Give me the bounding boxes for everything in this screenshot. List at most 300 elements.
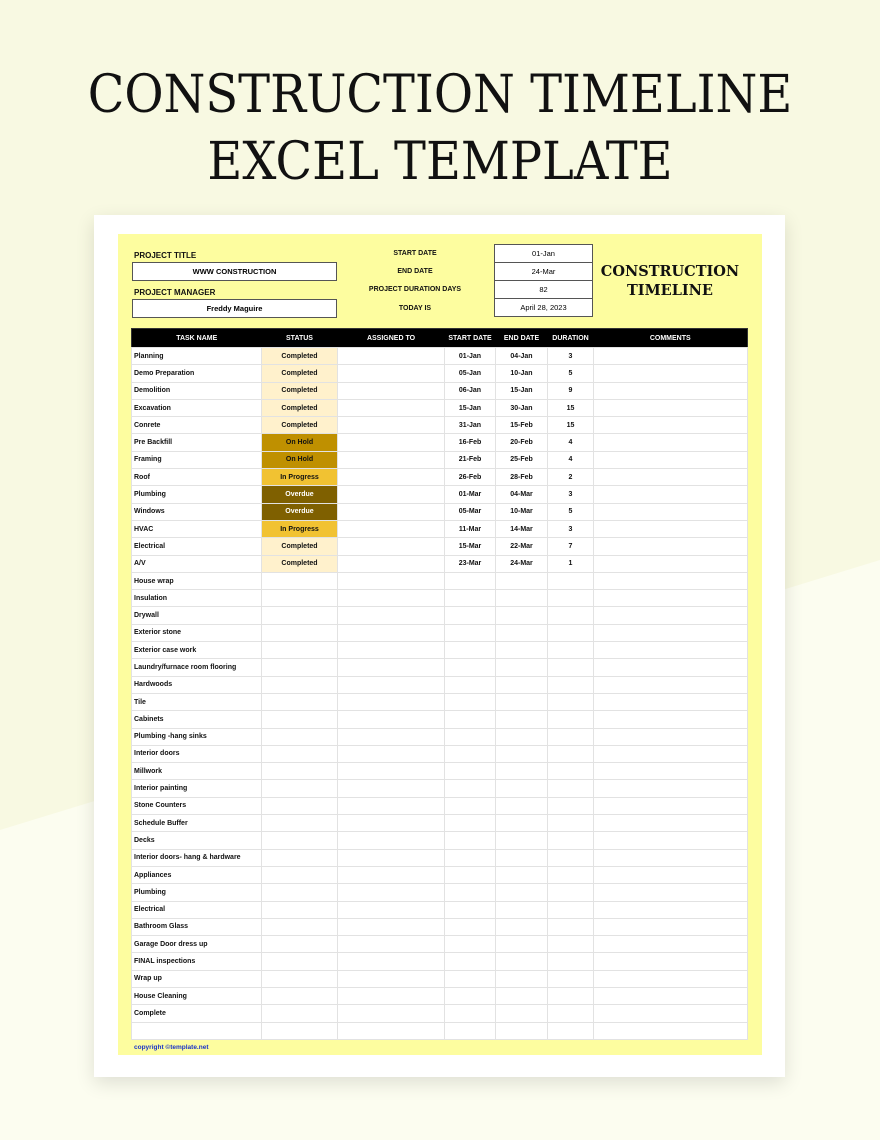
duration-cell[interactable]: [548, 884, 594, 901]
duration-cell[interactable]: [548, 676, 594, 693]
task-name-cell[interactable]: Tile: [132, 693, 262, 710]
status-cell[interactable]: On Hold: [262, 451, 338, 468]
task-name-cell[interactable]: Conrete: [132, 417, 262, 434]
end-date-cell[interactable]: [496, 918, 548, 935]
task-name-cell[interactable]: A/V: [132, 555, 262, 572]
duration-cell[interactable]: 2: [548, 469, 594, 486]
comments-cell[interactable]: [594, 918, 748, 935]
comments-cell[interactable]: [594, 849, 748, 866]
end-date-cell[interactable]: [496, 987, 548, 1004]
assigned-to-cell[interactable]: [338, 434, 445, 451]
end-date-cell[interactable]: [496, 711, 548, 728]
status-cell[interactable]: [262, 676, 338, 693]
status-cell[interactable]: [262, 659, 338, 676]
comments-cell[interactable]: [594, 503, 748, 520]
task-name-cell[interactable]: Plumbing -hang sinks: [132, 728, 262, 745]
comments-cell[interactable]: [594, 676, 748, 693]
end-date-cell[interactable]: [496, 780, 548, 797]
start-date-cell[interactable]: 11-Mar: [445, 520, 496, 537]
status-cell[interactable]: [262, 711, 338, 728]
duration-cell[interactable]: [548, 711, 594, 728]
comments-cell[interactable]: [594, 745, 748, 762]
start-date-cell[interactable]: [445, 866, 496, 883]
status-cell[interactable]: In Progress: [262, 520, 338, 537]
task-name-cell[interactable]: Interior painting: [132, 780, 262, 797]
status-cell[interactable]: [262, 763, 338, 780]
start-date-cell[interactable]: [445, 780, 496, 797]
task-name-cell[interactable]: Plumbing: [132, 486, 262, 503]
assigned-to-cell[interactable]: [338, 815, 445, 832]
task-name-cell[interactable]: Exterior stone: [132, 624, 262, 641]
assigned-to-cell[interactable]: [338, 417, 445, 434]
task-name-cell[interactable]: Stone Counters: [132, 797, 262, 814]
duration-cell[interactable]: [548, 901, 594, 918]
task-name-cell[interactable]: Demolition: [132, 382, 262, 399]
assigned-to-cell[interactable]: [338, 936, 445, 953]
end-date-cell[interactable]: [496, 745, 548, 762]
start-date-label: START DATE: [393, 250, 437, 257]
comments-cell[interactable]: [594, 659, 748, 676]
task-name-cell[interactable]: House Cleaning: [132, 987, 262, 1004]
start-date-cell[interactable]: 06-Jan: [445, 382, 496, 399]
start-date-cell[interactable]: [445, 970, 496, 987]
comments-cell[interactable]: [594, 486, 748, 503]
table-row: [132, 849, 748, 866]
task-name-cell[interactable]: Complete: [132, 1005, 262, 1022]
start-date-cell[interactable]: 05-Mar: [445, 503, 496, 520]
comments-cell[interactable]: [594, 365, 748, 382]
assigned-to-cell[interactable]: [338, 987, 445, 1004]
status-cell[interactable]: Completed: [262, 538, 338, 555]
end-date-cell[interactable]: [496, 728, 548, 745]
assigned-to-cell[interactable]: [338, 1005, 445, 1022]
status-cell[interactable]: [262, 849, 338, 866]
comments-cell[interactable]: [594, 451, 748, 468]
task-name-cell[interactable]: Garage Door dress up: [132, 936, 262, 953]
duration-cell[interactable]: [548, 849, 594, 866]
status-cell[interactable]: [262, 607, 338, 624]
duration-cell[interactable]: [548, 659, 594, 676]
assigned-to-cell[interactable]: [338, 365, 445, 382]
comments-cell[interactable]: [594, 624, 748, 641]
assigned-to-cell[interactable]: [338, 590, 445, 607]
task-table: [131, 328, 748, 1040]
comments-cell[interactable]: [594, 711, 748, 728]
end-date-cell[interactable]: [496, 901, 548, 918]
end-date-cell[interactable]: [496, 815, 548, 832]
assigned-to-cell[interactable]: [338, 399, 445, 416]
start-date-cell[interactable]: [445, 901, 496, 918]
assigned-to-cell[interactable]: [338, 849, 445, 866]
task-name-cell[interactable]: Electrical: [132, 901, 262, 918]
end-date-cell[interactable]: [496, 849, 548, 866]
start-date-cell[interactable]: 01-Mar: [445, 486, 496, 503]
task-name-cell[interactable]: Laundry/furnace room flooring: [132, 659, 262, 676]
task-name-cell[interactable]: Pre Backfill: [132, 434, 262, 451]
assigned-to-cell[interactable]: [338, 607, 445, 624]
duration-cell[interactable]: [548, 693, 594, 710]
start-date-cell[interactable]: [445, 659, 496, 676]
task-name-cell[interactable]: Exterior case work: [132, 642, 262, 659]
duration-cell[interactable]: [548, 936, 594, 953]
duration-cell[interactable]: 3: [548, 348, 594, 365]
duration-cell[interactable]: [548, 987, 594, 1004]
status-cell[interactable]: Completed: [262, 555, 338, 572]
end-date-cell[interactable]: [496, 866, 548, 883]
duration-cell[interactable]: [548, 572, 594, 589]
status-cell[interactable]: [262, 832, 338, 849]
status-cell[interactable]: Overdue: [262, 486, 338, 503]
duration-cell[interactable]: [548, 607, 594, 624]
assigned-to-cell[interactable]: [338, 780, 445, 797]
comments-cell[interactable]: [594, 348, 748, 365]
table-row: [132, 417, 748, 434]
status-cell[interactable]: [262, 987, 338, 1004]
assigned-to-cell[interactable]: [338, 866, 445, 883]
end-date-cell[interactable]: [496, 832, 548, 849]
status-cell[interactable]: [262, 745, 338, 762]
status-cell[interactable]: [262, 572, 338, 589]
end-date-cell[interactable]: [496, 763, 548, 780]
comments-cell[interactable]: [594, 538, 748, 555]
task-name-cell[interactable]: Windows: [132, 503, 262, 520]
task-name-cell[interactable]: Cabinets: [132, 711, 262, 728]
assigned-to-cell[interactable]: [338, 348, 445, 365]
start-date-cell[interactable]: 16-Feb: [445, 434, 496, 451]
table-row: [132, 659, 748, 676]
start-date-cell[interactable]: 31-Jan: [445, 417, 496, 434]
comments-cell[interactable]: [594, 590, 748, 607]
duration-cell[interactable]: 9: [548, 382, 594, 399]
comments-cell[interactable]: [594, 417, 748, 434]
assigned-to-cell[interactable]: [338, 538, 445, 555]
assigned-to-cell[interactable]: [338, 555, 445, 572]
project-title-field[interactable]: WWW CONSTRUCTION: [132, 262, 337, 281]
end-date-cell[interactable]: [496, 970, 548, 987]
start-date-cell[interactable]: 05-Jan: [445, 365, 496, 382]
task-name-cell[interactable]: HVAC: [132, 520, 262, 537]
end-date-cell[interactable]: 20-Feb: [496, 434, 548, 451]
sheet-title-line-2: TIMELINE: [627, 282, 713, 299]
end-date-cell[interactable]: [496, 590, 548, 607]
comments-cell[interactable]: [594, 382, 748, 399]
duration-cell[interactable]: [548, 745, 594, 762]
start-date-cell[interactable]: [445, 728, 496, 745]
comments-cell[interactable]: [594, 970, 748, 987]
assigned-to-cell[interactable]: [338, 953, 445, 970]
duration-cell[interactable]: 4: [548, 451, 594, 468]
duration-cell[interactable]: [548, 797, 594, 814]
task-name-cell[interactable]: Schedule Buffer: [132, 815, 262, 832]
start-date-cell[interactable]: 01-Jan: [445, 348, 496, 365]
status-cell[interactable]: [262, 884, 338, 901]
status-cell[interactable]: [262, 1005, 338, 1022]
task-name-cell[interactable]: FINAL inspections: [132, 953, 262, 970]
comments-cell[interactable]: [594, 832, 748, 849]
assigned-to-cell[interactable]: [338, 624, 445, 641]
start-date-cell[interactable]: [445, 918, 496, 935]
status-cell[interactable]: [262, 1022, 338, 1039]
assigned-to-cell[interactable]: [338, 659, 445, 676]
end-date-cell[interactable]: 04-Mar: [496, 486, 548, 503]
status-cell[interactable]: Overdue: [262, 503, 338, 520]
end-date-cell[interactable]: 24-Mar: [496, 555, 548, 572]
duration-cell[interactable]: 7: [548, 538, 594, 555]
start-date-cell[interactable]: [445, 849, 496, 866]
start-date-cell[interactable]: [445, 1022, 496, 1039]
status-cell[interactable]: Completed: [262, 382, 338, 399]
end-date-cell[interactable]: [496, 642, 548, 659]
comments-cell[interactable]: [594, 780, 748, 797]
assigned-to-cell[interactable]: [338, 711, 445, 728]
start-date-cell[interactable]: [445, 711, 496, 728]
start-date-cell[interactable]: [445, 745, 496, 762]
end-date-cell[interactable]: [496, 1022, 548, 1039]
start-date-cell[interactable]: [445, 987, 496, 1004]
comments-cell[interactable]: [594, 901, 748, 918]
task-name-cell[interactable]: [132, 1022, 262, 1039]
status-cell[interactable]: [262, 797, 338, 814]
assigned-to-cell[interactable]: [338, 676, 445, 693]
start-date-cell[interactable]: [445, 815, 496, 832]
task-name-cell[interactable]: Electrical: [132, 538, 262, 555]
end-date-cell[interactable]: [496, 676, 548, 693]
assigned-to-cell[interactable]: [338, 763, 445, 780]
today-field[interactable]: April 28, 2023: [494, 298, 593, 317]
end-date-cell[interactable]: 10-Mar: [496, 503, 548, 520]
assigned-to-cell[interactable]: [338, 503, 445, 520]
assigned-to-cell[interactable]: [338, 693, 445, 710]
assigned-to-cell[interactable]: [338, 520, 445, 537]
duration-cell[interactable]: [548, 815, 594, 832]
status-cell[interactable]: [262, 953, 338, 970]
end-date-cell[interactable]: [496, 572, 548, 589]
start-date-cell[interactable]: [445, 693, 496, 710]
status-cell[interactable]: [262, 693, 338, 710]
start-date-field[interactable]: 01-Jan: [494, 244, 593, 263]
start-date-cell[interactable]: [445, 590, 496, 607]
status-cell[interactable]: Completed: [262, 365, 338, 382]
start-date-cell[interactable]: [445, 884, 496, 901]
task-name-cell[interactable]: Planning: [132, 348, 262, 365]
duration-cell[interactable]: [548, 1022, 594, 1039]
end-date-cell[interactable]: [496, 797, 548, 814]
comments-cell[interactable]: [594, 815, 748, 832]
duration-cell[interactable]: [548, 763, 594, 780]
start-date-cell[interactable]: [445, 572, 496, 589]
end-date-cell[interactable]: 15-Jan: [496, 382, 548, 399]
duration-cell[interactable]: [548, 1005, 594, 1022]
comments-cell[interactable]: [594, 728, 748, 745]
status-cell[interactable]: In Progress: [262, 469, 338, 486]
start-date-cell[interactable]: [445, 797, 496, 814]
comments-cell[interactable]: [594, 1022, 748, 1039]
duration-cell[interactable]: 15: [548, 399, 594, 416]
task-name-cell[interactable]: Excavation: [132, 399, 262, 416]
start-date-cell[interactable]: [445, 936, 496, 953]
end-date-cell[interactable]: [496, 1005, 548, 1022]
end-date-cell[interactable]: [496, 624, 548, 641]
assigned-to-cell[interactable]: [338, 797, 445, 814]
start-date-cell[interactable]: 15-Mar: [445, 538, 496, 555]
start-date-cell[interactable]: 15-Jan: [445, 399, 496, 416]
assigned-to-cell[interactable]: [338, 642, 445, 659]
comments-cell[interactable]: [594, 953, 748, 970]
task-name-cell[interactable]: Bathroom Glass: [132, 918, 262, 935]
assigned-to-cell[interactable]: [338, 1022, 445, 1039]
task-name-cell[interactable]: Interior doors- hang & hardware: [132, 849, 262, 866]
status-cell[interactable]: [262, 642, 338, 659]
comments-cell[interactable]: [594, 607, 748, 624]
start-date-cell[interactable]: 21-Feb: [445, 451, 496, 468]
status-cell[interactable]: [262, 590, 338, 607]
comments-cell[interactable]: [594, 987, 748, 1004]
comments-cell[interactable]: [594, 763, 748, 780]
duration-cell[interactable]: 3: [548, 486, 594, 503]
end-date-cell[interactable]: 04-Jan: [496, 348, 548, 365]
status-cell[interactable]: [262, 936, 338, 953]
task-name-cell[interactable]: Insulation: [132, 590, 262, 607]
duration-cell[interactable]: [548, 728, 594, 745]
duration-cell[interactable]: [548, 832, 594, 849]
assigned-to-cell[interactable]: [338, 884, 445, 901]
table-row: [132, 520, 748, 537]
duration-cell[interactable]: 4: [548, 434, 594, 451]
comments-cell[interactable]: [594, 1005, 748, 1022]
assigned-to-cell[interactable]: [338, 970, 445, 987]
task-name-cell[interactable]: Decks: [132, 832, 262, 849]
status-cell[interactable]: Completed: [262, 348, 338, 365]
assigned-to-cell[interactable]: [338, 918, 445, 935]
end-date-cell[interactable]: 22-Mar: [496, 538, 548, 555]
assigned-to-cell[interactable]: [338, 382, 445, 399]
assigned-to-cell[interactable]: [338, 486, 445, 503]
duration-field[interactable]: 82: [494, 280, 593, 299]
end-date-cell[interactable]: 14-Mar: [496, 520, 548, 537]
duration-cell[interactable]: 3: [548, 520, 594, 537]
comments-cell[interactable]: [594, 884, 748, 901]
assigned-to-cell[interactable]: [338, 901, 445, 918]
duration-cell[interactable]: [548, 918, 594, 935]
end-date-cell[interactable]: 15-Feb: [496, 417, 548, 434]
task-name-cell[interactable]: Drywall: [132, 607, 262, 624]
task-name-cell[interactable]: House wrap: [132, 572, 262, 589]
status-cell[interactable]: [262, 815, 338, 832]
end-date-cell[interactable]: 25-Feb: [496, 451, 548, 468]
duration-cell[interactable]: [548, 953, 594, 970]
table-row: [132, 676, 748, 693]
start-date-cell[interactable]: [445, 1005, 496, 1022]
start-date-cell[interactable]: [445, 763, 496, 780]
duration-cell[interactable]: [548, 642, 594, 659]
end-date-cell[interactable]: [496, 936, 548, 953]
task-name-cell[interactable]: Interior doors: [132, 745, 262, 762]
comments-cell[interactable]: [594, 572, 748, 589]
status-cell[interactable]: On Hold: [262, 434, 338, 451]
comments-cell[interactable]: [594, 520, 748, 537]
comments-cell[interactable]: [594, 555, 748, 572]
table-row: [132, 815, 748, 832]
status-cell[interactable]: Completed: [262, 399, 338, 416]
start-date-cell[interactable]: 23-Mar: [445, 555, 496, 572]
comments-cell[interactable]: [594, 936, 748, 953]
start-date-cell[interactable]: [445, 642, 496, 659]
status-cell[interactable]: [262, 780, 338, 797]
task-name-cell[interactable]: Appliances: [132, 866, 262, 883]
assigned-to-cell[interactable]: [338, 728, 445, 745]
comments-cell[interactable]: [594, 866, 748, 883]
assigned-to-cell[interactable]: [338, 832, 445, 849]
comments-cell[interactable]: [594, 693, 748, 710]
end-date-cell[interactable]: 30-Jan: [496, 399, 548, 416]
table-row: [132, 745, 748, 762]
duration-cell[interactable]: [548, 866, 594, 883]
duration-cell[interactable]: 1: [548, 555, 594, 572]
table-row: [132, 693, 748, 710]
comments-cell[interactable]: [594, 434, 748, 451]
project-manager-field[interactable]: Freddy Maguire: [132, 299, 337, 318]
task-name-cell[interactable]: Plumbing: [132, 884, 262, 901]
comments-cell[interactable]: [594, 797, 748, 814]
end-date-cell[interactable]: [496, 693, 548, 710]
task-name-cell[interactable]: Hardwoods: [132, 676, 262, 693]
task-name-cell[interactable]: Demo Preparation: [132, 365, 262, 382]
duration-cell[interactable]: [548, 970, 594, 987]
status-cell[interactable]: [262, 918, 338, 935]
comments-cell[interactable]: [594, 399, 748, 416]
end-date-cell[interactable]: [496, 607, 548, 624]
end-date-cell[interactable]: 28-Feb: [496, 469, 548, 486]
duration-cell[interactable]: [548, 590, 594, 607]
duration-cell[interactable]: [548, 780, 594, 797]
duration-cell[interactable]: 5: [548, 365, 594, 382]
status-cell[interactable]: Completed: [262, 417, 338, 434]
task-name-cell[interactable]: Wrap up: [132, 970, 262, 987]
assigned-to-cell[interactable]: [338, 451, 445, 468]
table-row: [132, 797, 748, 814]
end-date-cell[interactable]: 10-Jan: [496, 365, 548, 382]
end-date-cell[interactable]: [496, 953, 548, 970]
status-cell[interactable]: [262, 728, 338, 745]
status-cell[interactable]: [262, 970, 338, 987]
start-date-cell[interactable]: [445, 676, 496, 693]
start-date-cell[interactable]: [445, 832, 496, 849]
duration-cell[interactable]: 15: [548, 417, 594, 434]
task-name-cell[interactable]: Framing: [132, 451, 262, 468]
sheet-title-line-1: CONSTRUCTION: [600, 263, 740, 280]
start-date-cell[interactable]: 26-Feb: [445, 469, 496, 486]
assigned-to-cell[interactable]: [338, 745, 445, 762]
status-cell[interactable]: [262, 866, 338, 883]
copyright-text: copyright ©template.net: [134, 1044, 209, 1051]
comments-cell[interactable]: [594, 469, 748, 486]
end-date-field[interactable]: 24-Mar: [494, 262, 593, 281]
end-date-cell[interactable]: [496, 884, 548, 901]
duration-cell[interactable]: [548, 624, 594, 641]
comments-cell[interactable]: [594, 642, 748, 659]
start-date-cell[interactable]: [445, 607, 496, 624]
assigned-to-cell[interactable]: [338, 572, 445, 589]
task-name-cell[interactable]: Roof: [132, 469, 262, 486]
start-date-cell[interactable]: [445, 624, 496, 641]
status-cell[interactable]: [262, 624, 338, 641]
end-date-cell[interactable]: [496, 659, 548, 676]
status-cell[interactable]: [262, 901, 338, 918]
assigned-to-cell[interactable]: [338, 469, 445, 486]
duration-cell[interactable]: 5: [548, 503, 594, 520]
start-date-cell[interactable]: [445, 953, 496, 970]
task-name-cell[interactable]: Millwork: [132, 763, 262, 780]
